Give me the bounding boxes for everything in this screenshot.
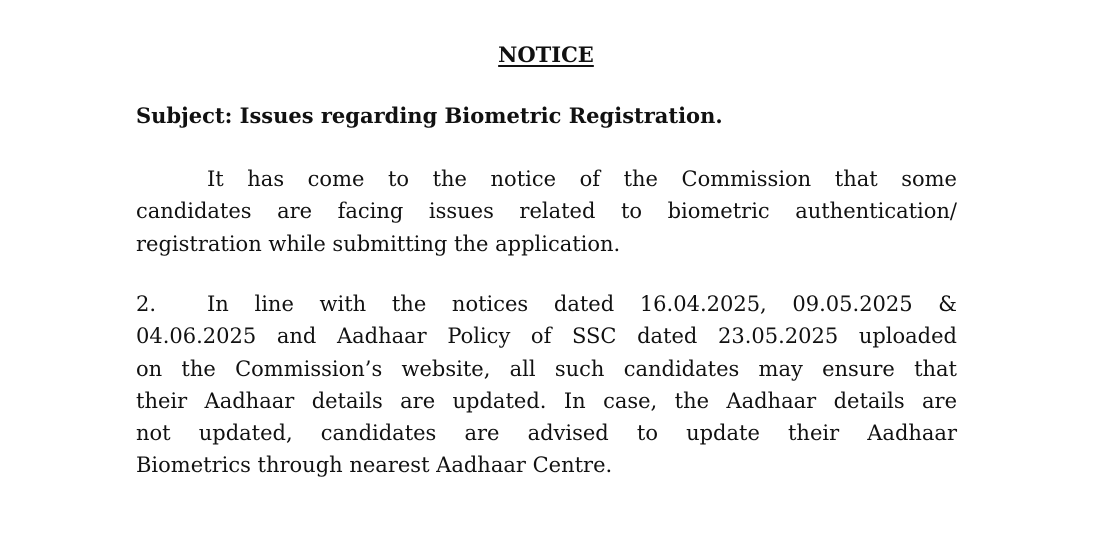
paragraph-line: In line with the notices dated 16.04.2025, 09.05.2025 &: [207, 292, 957, 316]
paragraph-line: their Aadhaar details are updated. In case, the Aadhaar details are: [136, 388, 957, 413]
paragraph-1: [136, 163, 957, 260]
notice-title: NOTICE: [498, 42, 594, 67]
paragraph-2: [136, 288, 957, 482]
paragraph-line: It has come to the notice of the Commission that some: [207, 167, 957, 191]
paragraph-line: on the Commission’s website, all such candidates may ensure that: [136, 356, 957, 381]
notice-subject: Subject: Issues regarding Biometric Registration.: [136, 103, 723, 128]
paragraph-line: Biometrics through nearest Aadhaar Centre.: [136, 453, 613, 478]
paragraph-line: registration while submitting the application.: [136, 231, 621, 256]
paragraph-line: not updated, candidates are advised to update their Aadhaar: [136, 421, 957, 446]
paragraph-line: 04.06.2025 and Aadhaar Policy of SSC dated 23.05.2025 uploaded: [136, 324, 957, 349]
paragraph-first-line: [136, 288, 957, 320]
paragraph-line: candidates are facing issues related to biometric authentication/: [136, 199, 957, 224]
paragraph-number: 2.: [136, 292, 157, 316]
